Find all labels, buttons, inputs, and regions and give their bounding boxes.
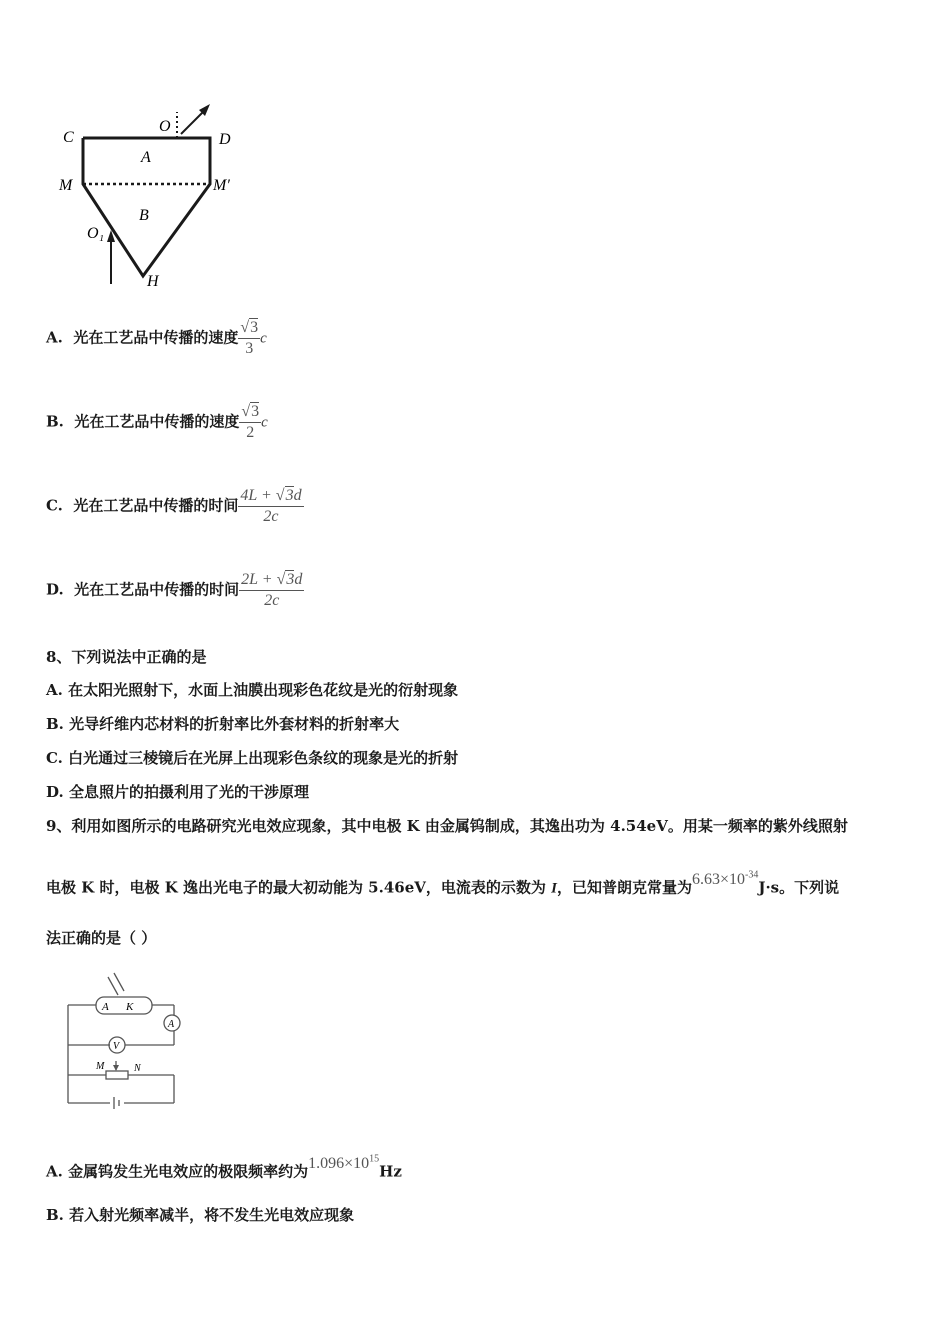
prism-figure [55, 100, 255, 295]
q7-option-b[interactable]: B. 光在工艺品中传播的速度 $\frac{√3}{2}$ c [46, 403, 268, 441]
q8-option-d[interactable]: D. 全息照片的拍摄利用了光的干涉原理 [46, 783, 309, 801]
q8-option-c[interactable]: C. 白光通过三棱镜后在光屏上出现彩色条纹的现象是光的折射 [46, 749, 459, 767]
q7-option-c[interactable]: C. 光在工艺品中传播的时间 $\frac{4L + √3d}{2c}$ [46, 487, 302, 525]
label-o: O [159, 118, 171, 135]
label-n: N [134, 1063, 141, 1074]
q9-stem-line3: 法正确的是（ ） [46, 929, 157, 947]
q7-option-d[interactable]: D. 光在工艺品中传播的时间 $\frac{2L + √3d}{2c}$ [46, 571, 303, 609]
label-m-prime: M′ [213, 177, 230, 194]
q8-option-a[interactable]: A. 在太阳光照射下，水面上油膜出现彩色花纹是光的衍射现象 [46, 681, 459, 699]
label-m: M [96, 1061, 105, 1072]
ammeter-label: A [168, 1019, 175, 1030]
q7-option-a[interactable]: A. 光在工艺品中传播的速度 $\frac{√3}{3}$ c [46, 319, 267, 357]
fraction: $\frac{2L + √3d}{2c}$ [241, 571, 303, 609]
q8-option-b[interactable]: B. 光导纤维内芯材料的折射率比外套材料的折射率大 [46, 715, 400, 733]
label-d: D [219, 131, 231, 148]
circuit-figure [62, 965, 192, 1115]
label-m: M [59, 177, 73, 194]
label-a: A [141, 149, 151, 166]
q9-option-b[interactable]: B. 若入射光频率减半，将不发生光电效应现象 [46, 1206, 355, 1224]
label-c: C [63, 129, 74, 146]
q9-stem-line2: 电极 K 时，电极 K 逸出光电子的最大初动能为 5.46eV，电流表的示数为 I，已知普朗克常量为$6.63\times 10^{-34}J\cdot s$。下列说 [46, 870, 840, 897]
q9-stem-line1: 9、利用如图所示的电路研究光电效应现象，其中电极 K 由金属钨制成，其逸出功为 4.54eV。用某一频率的紫外线照射 [46, 817, 848, 835]
label-b: B [139, 207, 149, 224]
q8-stem: 8、下列说法中正确的是 [46, 648, 207, 666]
label-h: H [147, 273, 159, 290]
fraction: $\frac{√3}{2}$ [241, 403, 260, 441]
label-anode: A [102, 1001, 109, 1013]
fraction: $\frac{4L + √3d}{2c}$ [240, 487, 302, 525]
label-cathode: K [126, 1001, 134, 1013]
voltmeter-label: V [113, 1041, 120, 1052]
label-o1: O₁ [87, 225, 105, 242]
q9-option-a[interactable]: A. 金属钨发生光电效应的极限频率约为$1.096\times 10^{15}Hz$ [46, 1154, 402, 1181]
fraction: $\frac{√3}{3}$ [240, 319, 259, 357]
